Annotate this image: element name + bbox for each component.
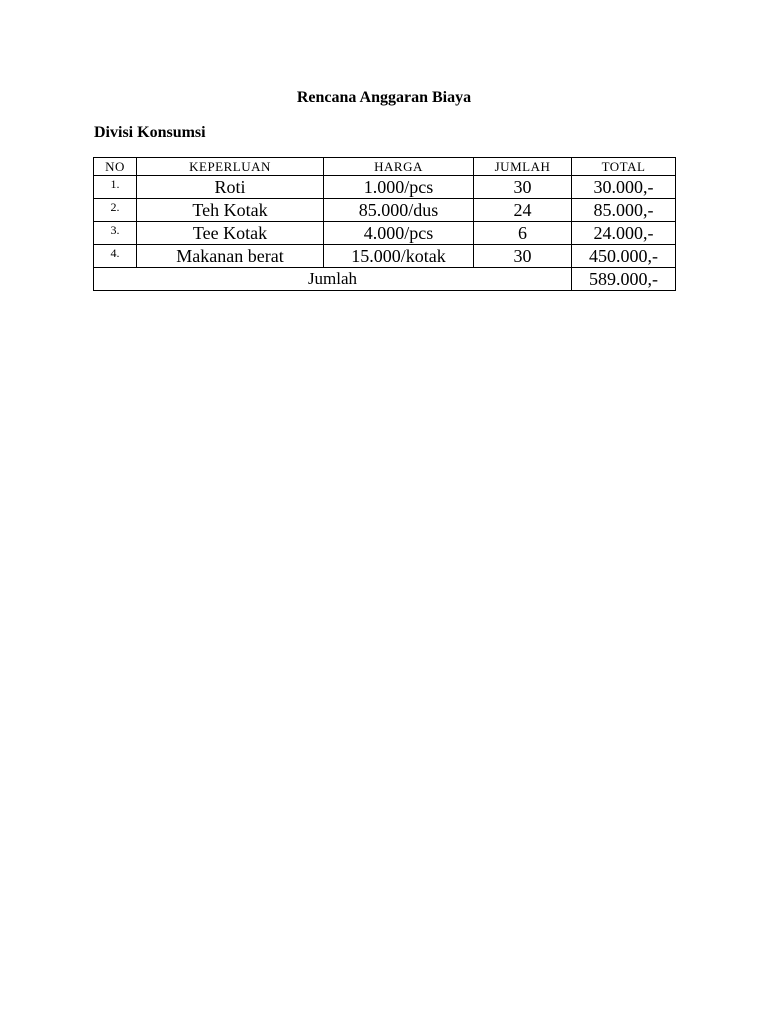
table-row [94,199,676,222]
row-no: 2. [94,199,137,222]
table-header-row [94,158,676,176]
header-keperluan: KEPERLUAN [137,158,324,176]
header-jumlah: JUMLAH [474,158,572,176]
table-row [94,176,676,199]
row-total: 450.000,- [572,245,676,268]
footer-label: Jumlah [94,268,572,291]
row-total: 24.000,- [572,222,676,245]
row-jumlah: 30 [474,245,572,268]
row-keperluan: Roti [137,176,324,199]
row-total: 85.000,- [572,199,676,222]
row-jumlah: 24 [474,199,572,222]
header-harga: HARGA [324,158,474,176]
header-total: TOTAL [572,158,676,176]
row-no: 3. [94,222,137,245]
table-footer-row [94,268,676,291]
row-harga: 85.000/dus [324,199,474,222]
row-keperluan: Tee Kotak [137,222,324,245]
document-title: Rencana Anggaran Biaya [296,89,472,106]
row-no: 1. [94,176,137,199]
row-jumlah: 30 [474,176,572,199]
section-title: Divisi Konsumsi [94,124,206,141]
table-row [94,245,676,268]
row-total: 30.000,- [572,176,676,199]
row-harga: 4.000/pcs [324,222,474,245]
row-jumlah: 6 [474,222,572,245]
budget-table [93,157,676,291]
row-harga: 1.000/pcs [324,176,474,199]
header-no: NO [94,158,137,176]
row-no: 4. [94,245,137,268]
row-keperluan: Teh Kotak [137,199,324,222]
row-harga: 15.000/kotak [324,245,474,268]
row-keperluan: Makanan berat [137,245,324,268]
footer-total: 589.000,- [572,268,676,291]
table-row [94,222,676,245]
